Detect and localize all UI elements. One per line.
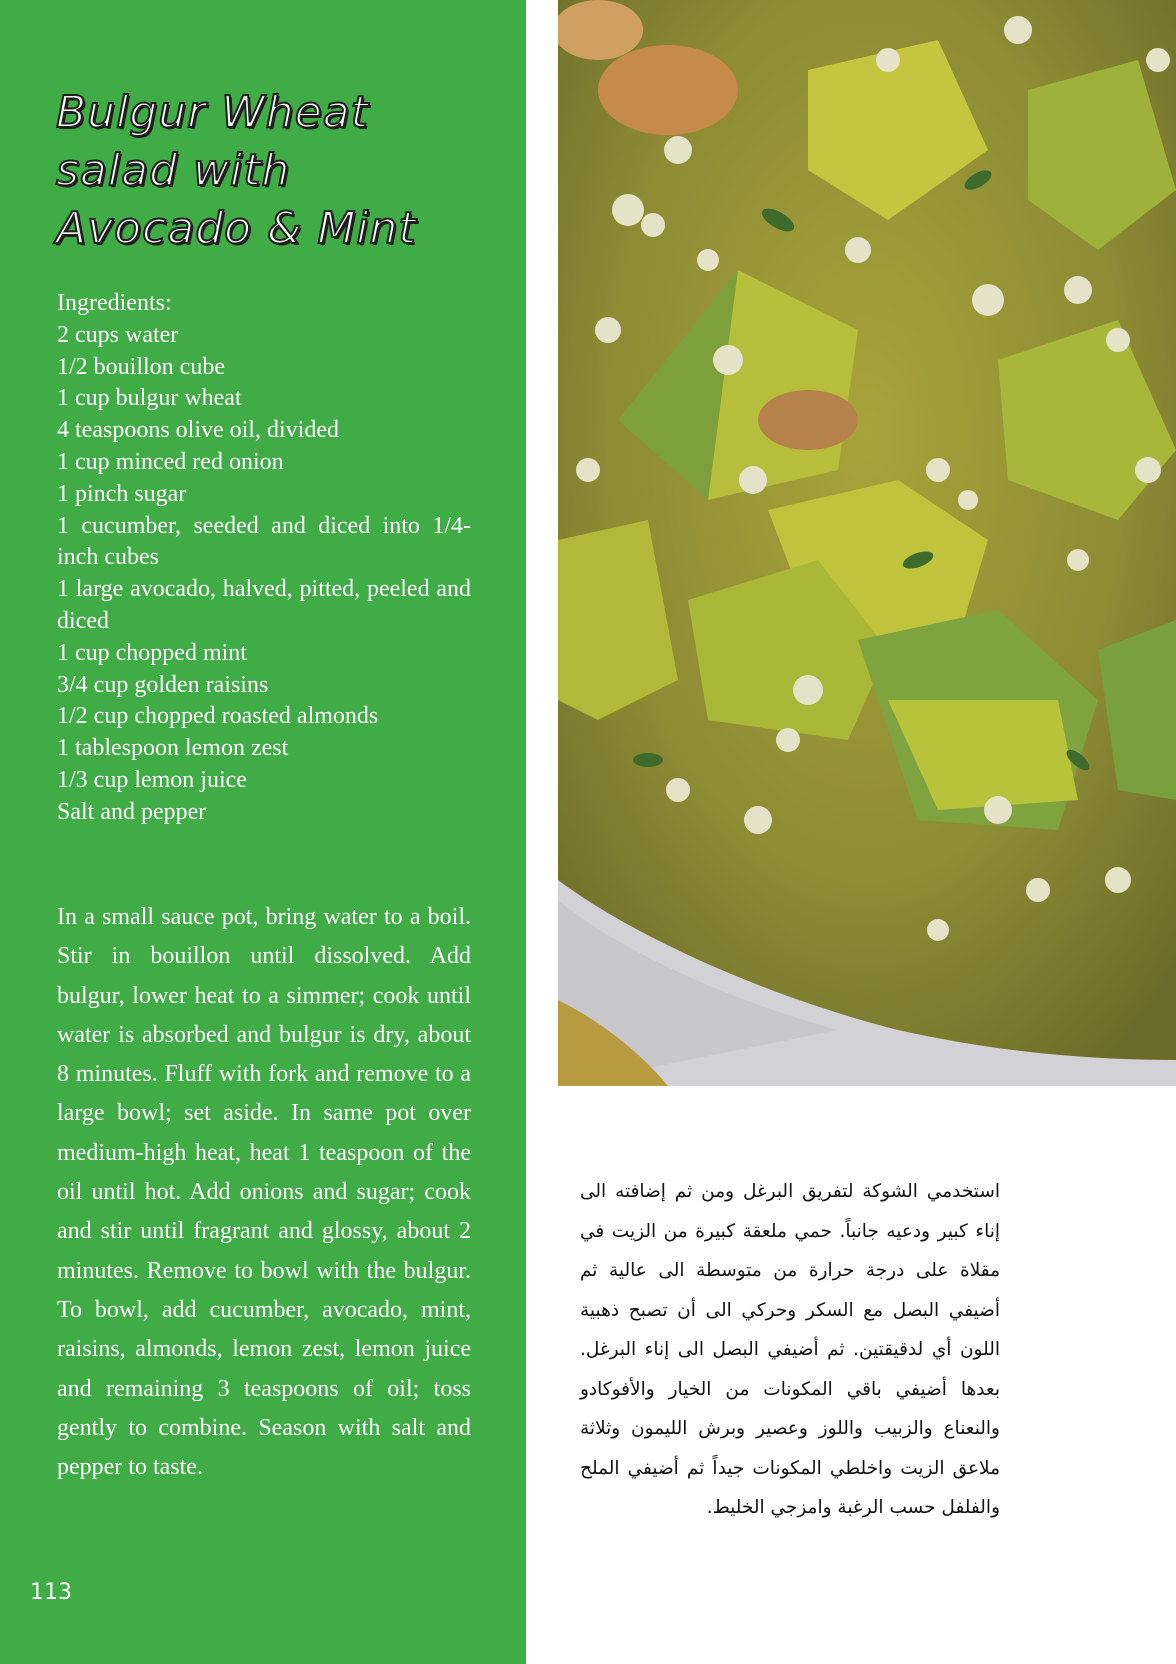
ingredient-item: 1 cup minced red onion	[57, 448, 284, 475]
ingredients-heading: Ingredients:	[57, 290, 172, 316]
ingredient-item: 2 cups water	[57, 321, 179, 348]
instructions-english: In a small sauce pot, bring water to a boil. Stir in bouillon until dissolved. Add bulgur, lower heat to a simmer; cook until water is absorbed and bulgur is dry, about 8 minutes. Fluff with fork and remove to a large bowl; set aside. In same pot over medium-high heat, heat 1 teaspoon of the oil until hot. Add onions and sugar; cook and stir until fragrant and glossy, about 2 minutes. Remove to bowl with the bulgur. To bowl, add cucumber, avocado, mint, raisins, almonds, lemon zest, lemon juice and remaining 3 teaspoons of oil; toss gently to combine. Season with salt and pepper to taste.	[57, 904, 471, 1481]
ingredient-item: 1 cucumber, seeded and diced into 1/4-inch cubes	[57, 512, 471, 571]
almond-piece	[758, 390, 858, 450]
salad-photo	[558, 0, 1176, 1086]
ingredient-item: 1/3 cup lemon juice	[57, 766, 247, 793]
ingredient-item: Salt and pepper	[57, 798, 207, 825]
ingredient-item: 1 large avocado, halved, pitted, peeled and diced	[57, 576, 471, 634]
ingredient-item: 1 tablespoon lemon zest	[57, 735, 289, 762]
ingredient-list	[57, 320, 471, 829]
green-side-panel	[0, 0, 526, 1664]
ingredient-item: 1 cup chopped mint	[57, 639, 247, 666]
salad-photo-image	[558, 0, 1176, 1086]
almond-piece	[598, 45, 738, 135]
ingredient-item: 1 pinch sugar	[57, 480, 187, 507]
page-number: 113	[30, 1580, 72, 1605]
ingredient-item: 4 teaspoons olive oil, divided	[57, 417, 339, 444]
recipe-title: Bulgur Wheat salad with Avocado & Mint	[56, 87, 417, 254]
ingredient-item: 3/4 cup golden raisins	[57, 671, 269, 698]
instructions-arabic: استخدمي الشوكة لتفريق البرغل ومن ثم إضافته الى إناء كبير ودعيه جانباً. حمي ملعقة كبيرة من الزيت في مقلاة على درجة حرارة من متوسطة الى عالية ثم أضيفي البصل مع السكر وحركي الى أن تصبح ذهبية اللون أي لدقيقتين. ثم أضيفي البصل الى إناء البرغل. بعدها أضيفي باقي المكونات من الخيار والأفوكادو والنعناع والزبيب واللوز وعصير وبرش الليمون وثلاثة ملاعق الزيت واخلطي المكونات جيداً ثم أضيفي الملح والفلفل حسب الرغبة وامزجي الخليط.	[580, 1181, 1000, 1518]
ingredient-item: 1/2 bouillon cube	[57, 353, 225, 380]
ingredient-item: 1 cup bulgur wheat	[57, 385, 242, 412]
ingredient-item: 1/2 cup chopped roasted almonds	[57, 703, 379, 730]
ingredients-section	[57, 288, 471, 829]
